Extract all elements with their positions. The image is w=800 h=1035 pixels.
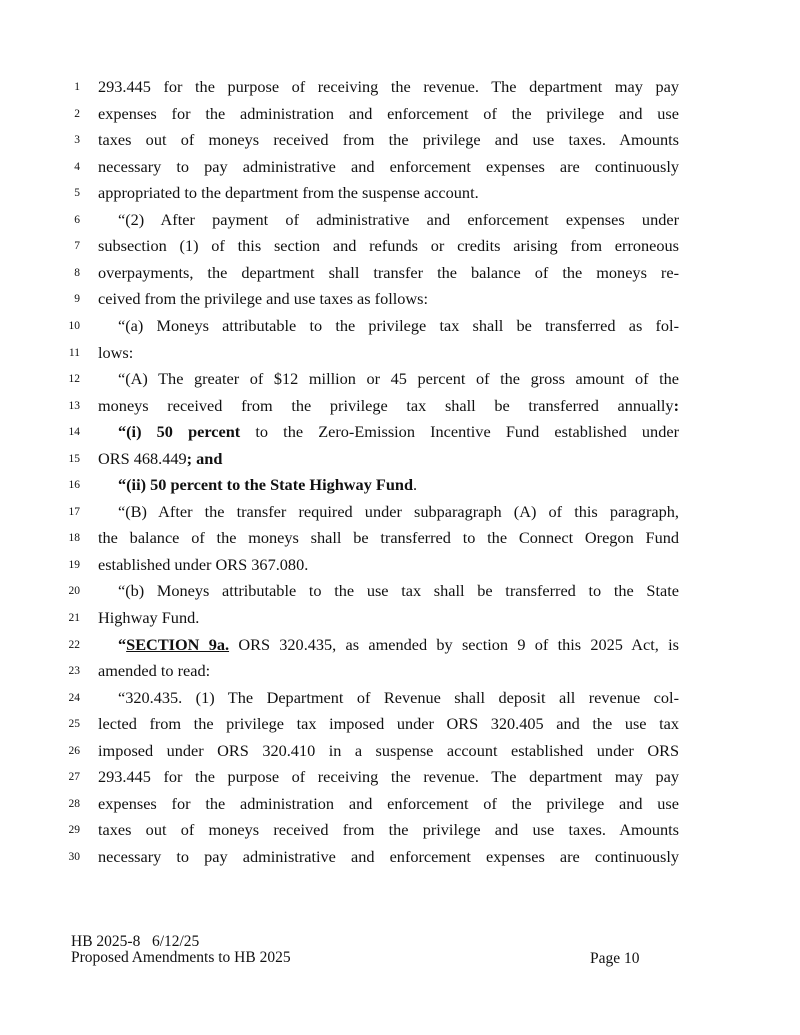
line-number: 13 (68, 399, 80, 412)
page-number: Page 10 (590, 950, 640, 967)
line-text (98, 343, 679, 363)
line-number: 10 (68, 319, 80, 332)
line-number: 21 (68, 612, 80, 624)
line-text (98, 528, 679, 548)
line-number: 9 (74, 293, 80, 306)
text-segment: 293.445 for the purpose of receiving the revenue. The department may pay (98, 767, 679, 787)
text-segment: appropriated to the department from the suspense account. (98, 183, 479, 203)
amended-text: “(i) 50 percent (118, 422, 241, 442)
line-number: 8 (74, 266, 80, 279)
text-segment: moneys received from the privilege tax shall be transferred annually (98, 395, 674, 415)
text-line (0, 130, 800, 152)
text-line (0, 714, 800, 736)
text-line (0, 767, 800, 789)
line-text (98, 661, 679, 681)
line-number: 27 (68, 771, 80, 784)
line-number: 3 (74, 134, 80, 147)
text-segment: necessary to pay administrative and enforcement expenses are continuously (98, 156, 679, 176)
text-segment: expenses for the administration and enforcement of the privilege and use (98, 793, 679, 813)
amended-text: “ (118, 634, 127, 654)
text-line (0, 104, 800, 126)
line-text (98, 449, 679, 469)
line-number: 14 (68, 426, 80, 439)
line-text (98, 236, 679, 256)
line-text (98, 502, 679, 522)
text-segment: 293.445 for the purpose of receiving the revenue. The department may pay (98, 77, 679, 96)
text-segment: amended to read: (98, 661, 211, 681)
line-text (98, 157, 679, 177)
text-line (0, 77, 800, 99)
text-line (0, 316, 800, 338)
footer-title: Proposed Amendments to HB 2025 (71, 949, 291, 966)
line-number: 29 (68, 824, 80, 837)
line-text (98, 688, 679, 708)
text-line (0, 608, 800, 630)
text-line (0, 502, 800, 524)
line-text (98, 581, 679, 601)
text-line (0, 741, 800, 763)
text-segment: lows: (98, 342, 134, 362)
text-line (0, 396, 800, 418)
footer-doc-id: HB 2025-8 6/12/25 (71, 933, 200, 950)
text-segment: necessary to pay administrative and enforcement expenses are continuously (98, 846, 679, 866)
amended-text: : (673, 395, 679, 415)
line-number: 20 (68, 585, 80, 598)
line-number: 24 (68, 691, 80, 704)
text-segment: ceived from the privilege and use taxes as follows: (98, 289, 429, 309)
line-number: 4 (74, 160, 80, 173)
text-line (0, 847, 800, 869)
line-number: 1 (74, 81, 80, 93)
line-number: 6 (74, 213, 80, 226)
line-text (98, 555, 679, 575)
line-text (98, 741, 679, 761)
text-segment: ORS 320.435, as amended by section 9 of this 2025 Act, is (229, 634, 679, 654)
line-text (98, 396, 679, 416)
line-text (98, 608, 679, 628)
text-segment: “(b) Moneys attributable to the use tax shall be transferred to the State (118, 581, 679, 601)
text-segment: subsection (1) of this section and refunds or credits arising from erroneous (98, 236, 679, 256)
text-segment: taxes out of moneys received from the privilege and use taxes. Amounts (98, 130, 679, 150)
text-line (0, 449, 800, 471)
line-number: 11 (68, 346, 80, 359)
text-line (0, 183, 800, 205)
text-line (0, 661, 800, 683)
line-number: 22 (68, 638, 80, 651)
text-segment: ORS 468.449 (98, 448, 187, 468)
line-text (98, 130, 679, 150)
amended-text: “(ii) 50 percent to the State Highway Fund (118, 475, 414, 495)
text-segment: “(a) Moneys attributable to the privilege tax shall be transferred as fol- (118, 315, 679, 335)
line-number: 12 (68, 373, 80, 386)
line-text (98, 714, 679, 734)
line-number: 15 (68, 452, 80, 465)
text-line (0, 475, 800, 497)
line-number: 7 (74, 240, 80, 253)
text-line (0, 820, 800, 842)
text-line (0, 422, 800, 444)
text-line (0, 263, 800, 285)
text-segment: to the Zero-Emission Incentive Fund established under (240, 422, 679, 442)
line-text (98, 183, 679, 203)
line-text (98, 820, 679, 840)
text-line (0, 581, 800, 603)
line-text (98, 104, 679, 124)
text-segment: overpayments, the department shall transfer the balance of the moneys re- (98, 262, 679, 282)
line-number: 19 (68, 558, 80, 571)
text-segment: established under ORS 367.080. (98, 554, 309, 574)
text-segment: expenses for the administration and enforcement of the privilege and use (98, 103, 679, 123)
line-text (98, 422, 679, 442)
line-number: 26 (68, 744, 80, 757)
text-segment: . (413, 475, 418, 495)
text-line (0, 528, 800, 550)
text-line (0, 343, 800, 365)
line-text (98, 77, 679, 97)
text-segment: “320.435. (1) The Department of Revenue shall deposit all revenue col- (118, 687, 679, 707)
line-number: 23 (68, 665, 80, 678)
text-line (0, 369, 800, 391)
line-number: 18 (68, 532, 80, 545)
line-text (98, 794, 679, 814)
text-line (0, 210, 800, 232)
line-number: 2 (74, 107, 80, 120)
text-segment: imposed under ORS 320.410 in a suspense account established under ORS (98, 740, 679, 760)
text-line (0, 555, 800, 577)
text-segment: “(2) After payment of administrative and enforcement expenses under (118, 209, 679, 229)
line-text (98, 210, 679, 230)
line-text (98, 369, 679, 389)
text-line (0, 688, 800, 710)
text-line (0, 794, 800, 816)
line-number: 5 (74, 187, 80, 200)
line-number: 30 (68, 850, 80, 863)
line-text (98, 475, 679, 495)
amended-text: SECTION 9a. (126, 634, 230, 654)
line-text (98, 263, 679, 283)
text-segment: “(A) The greater of $12 million or 45 percent of the gross amount of the (118, 369, 679, 389)
line-text (98, 767, 679, 787)
amended-text: ; and (186, 448, 223, 468)
text-line (0, 236, 800, 258)
line-text (98, 316, 679, 336)
line-number: 16 (68, 479, 80, 492)
text-segment: lected from the privilege tax imposed under ORS 320.405 and the use tax (98, 714, 679, 734)
text-line (0, 635, 800, 657)
line-number: 28 (68, 797, 80, 810)
text-segment: Highway Fund. (98, 608, 200, 627)
line-text (98, 847, 679, 867)
line-number: 25 (68, 718, 80, 731)
text-segment: “(B) After the transfer required under subparagraph (A) of this paragraph, (118, 501, 679, 521)
line-text (98, 289, 679, 309)
text-line (0, 157, 800, 179)
line-text (98, 635, 679, 655)
text-segment: the balance of the moneys shall be transferred to the Connect Oregon Fund (98, 528, 679, 548)
text-segment: taxes out of moneys received from the privilege and use taxes. Amounts (98, 820, 679, 840)
text-line (0, 289, 800, 311)
line-number: 17 (68, 505, 80, 518)
